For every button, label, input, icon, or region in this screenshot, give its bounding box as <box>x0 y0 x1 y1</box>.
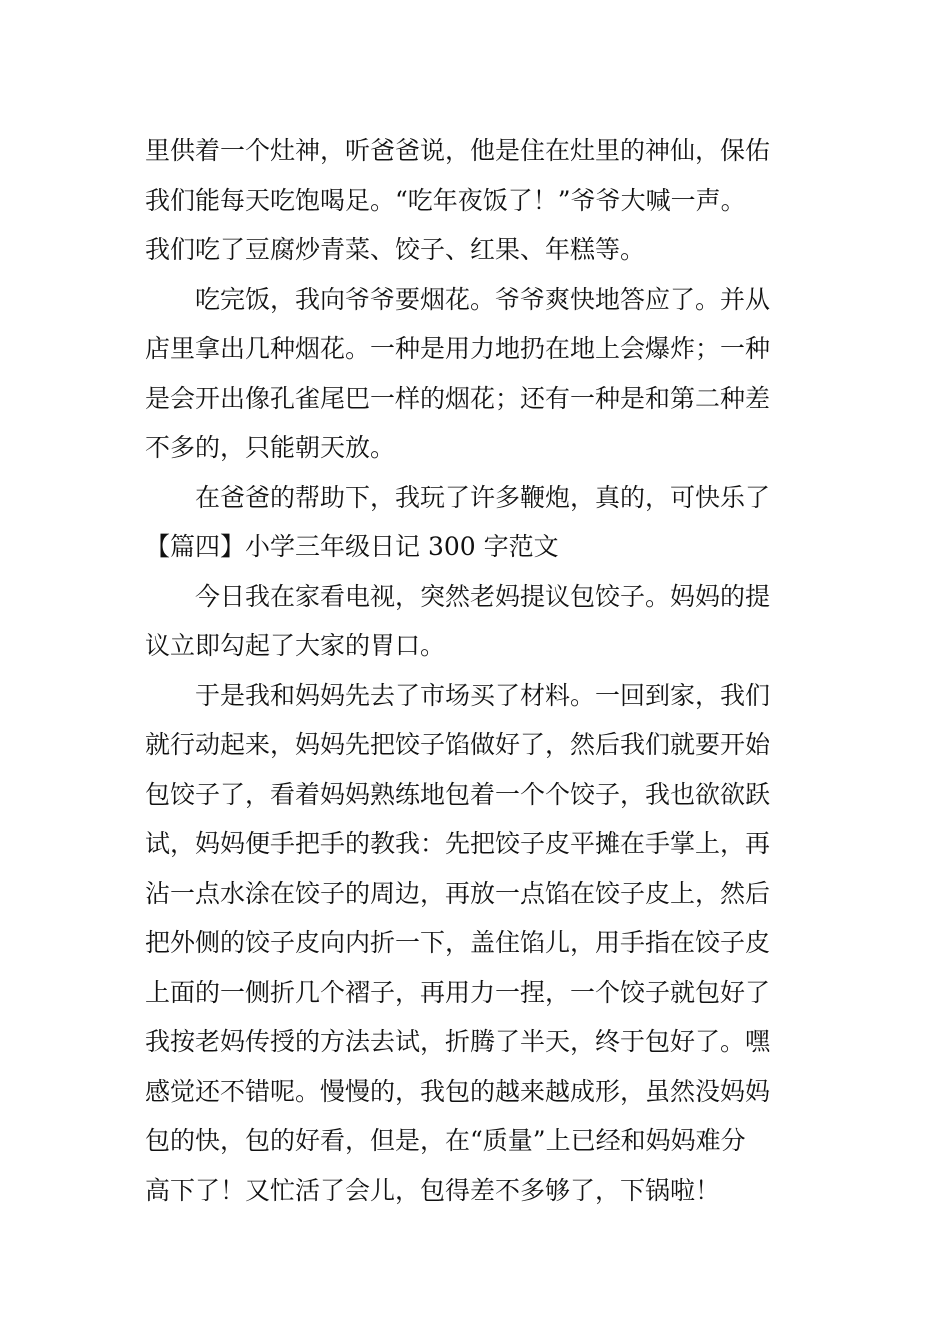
text-line: 包的快，包的好看，但是，在“质量”上已经和妈妈难分 <box>145 1126 746 1155</box>
text-line: 里供着一个灶神，听爸爸说，他是住在灶里的神仙，保佑 <box>145 136 771 165</box>
text-line: 我们吃了豆腐炒青菜、饺子、红果、年糕等。 <box>145 235 646 264</box>
text-line: 我们能每天吃饱喝足。“吃年夜饭了！”爷爷大喊一声。 <box>145 185 746 215</box>
text-line: 沾一点水涂在饺子的周边，再放一点馅在饺子皮上，然后 <box>145 878 771 908</box>
body-text <box>145 126 815 1215</box>
section-heading: 【篇四】小学三年级日记 300 字范文 <box>145 532 559 561</box>
text-line: 是会开出像孔雀尾巴一样的烟花；还有一种是和第二种差 <box>145 383 771 413</box>
text-line: 就行动起来，妈妈先把饺子馅做好了，然后我们就要开始 <box>145 730 771 759</box>
text-line: 不多的，只能朝天放。 <box>145 433 396 462</box>
text-line: 包饺子了，看着妈妈熟练地包着一个个饺子，我也欲欲跃 <box>145 779 771 809</box>
text-line: 试，妈妈便手把手的教我：先把饺子皮平摊在手掌上，再 <box>145 829 771 858</box>
text-line: 我按老妈传授的方法去试，折腾了半天，终于包好了。嘿 <box>145 1027 771 1056</box>
text-line: 感觉还不错呢。慢慢的，我包的越来越成形，虽然没妈妈 <box>145 1076 771 1106</box>
text-line-paragraph-start: 吃完饭，我向爷爷要烟花。爷爷爽快地答应了。并从 <box>195 284 771 314</box>
text-line-paragraph-start: 在爸爸的帮助下，我玩了许多鞭炮，真的，可快乐了 <box>195 482 771 512</box>
text-line: 高下了！又忙活了会儿，包得差不多够了，下锅啦！ <box>145 1175 721 1205</box>
text-line-paragraph-start: 于是我和妈妈先去了市场买了材料。一回到家，我们 <box>195 680 771 710</box>
text-line: 把外侧的饺子皮向内折一下，盖住馅儿，用手指在饺子皮 <box>145 928 771 957</box>
text-line: 议立即勾起了大家的胃口。 <box>145 631 446 660</box>
text-line: 店里拿出几种烟花。一种是用力地扔在地上会爆炸；一种 <box>145 334 771 363</box>
text-line-paragraph-start: 今日我在家看电视，突然老妈提议包饺子。妈妈的提 <box>195 581 771 611</box>
text-line: 上面的一侧折几个褶子，再用力一捏，一个饺子就包好了 <box>145 977 771 1007</box>
